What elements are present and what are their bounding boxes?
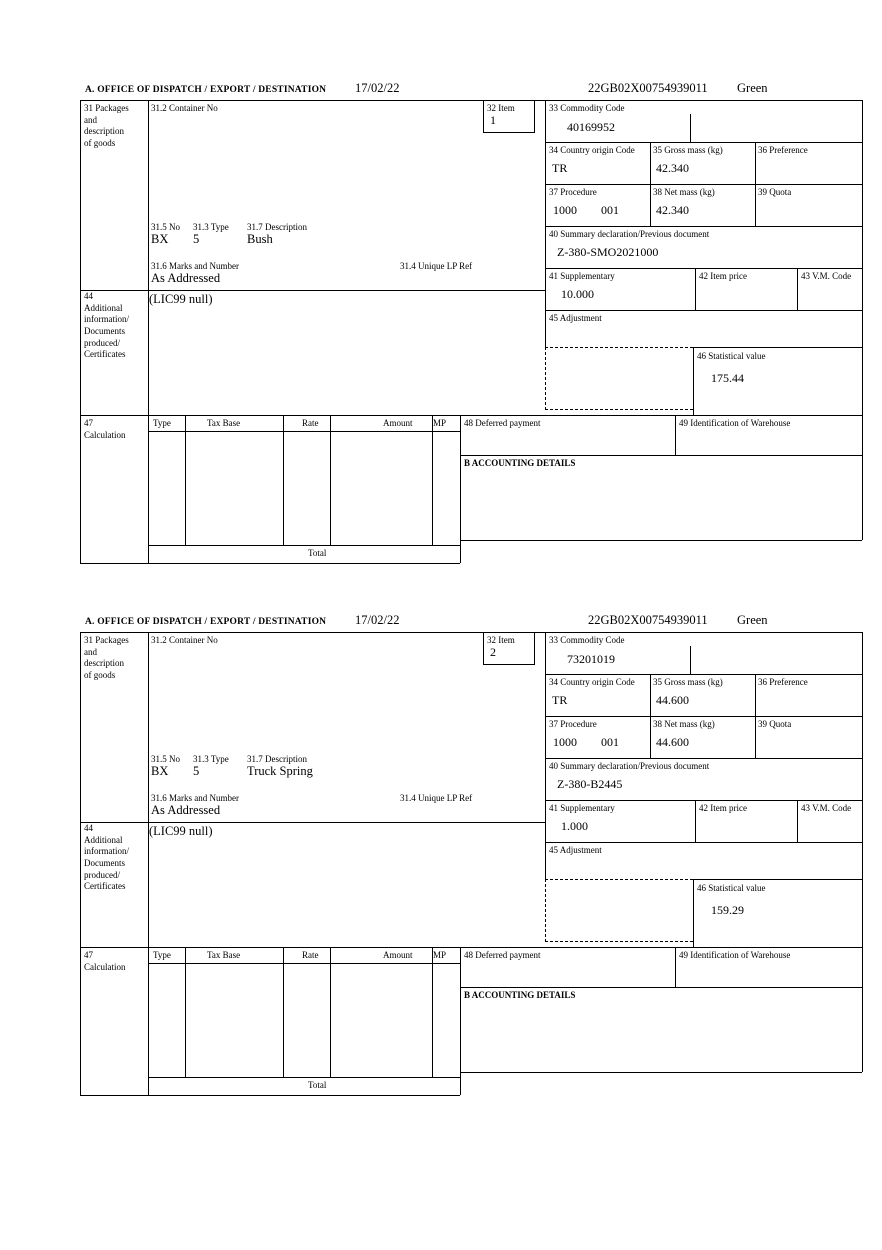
box31-label-line: of goods xyxy=(84,138,116,149)
tax-col-divider-4 xyxy=(432,947,433,1077)
col-divider-42-43 xyxy=(797,268,798,310)
procedure-code-value: 1000 xyxy=(553,203,577,217)
commodity-code-value: 73201019 xyxy=(567,652,615,666)
item-number-value: 2 xyxy=(490,645,496,659)
routing-status: Green xyxy=(737,613,768,627)
declaration-date: 17/02/22 xyxy=(355,81,400,95)
box39-quota-label: 39 Quota xyxy=(758,719,792,729)
package-no-value: BX xyxy=(151,232,169,246)
statistical-value: 159.29 xyxy=(711,903,744,917)
col-divider-41-42 xyxy=(695,268,696,310)
office-of-dispatch-label: A. OFFICE OF DISPATCH / EXPORT / DESTINATION xyxy=(85,617,327,627)
row-divider-under-34 xyxy=(545,184,862,185)
box31-label xyxy=(84,635,129,682)
tax-header-underline xyxy=(148,431,460,432)
package-no-value: BX xyxy=(151,764,169,778)
col-divider-35-36 xyxy=(755,142,756,226)
box44-label-line: Additional xyxy=(84,302,123,313)
box31-label-line: description xyxy=(84,126,124,137)
accounting-bottom-line xyxy=(460,1072,862,1073)
box45-adjustment-label: 45 Adjustment xyxy=(549,845,602,855)
declaration-reference: 22GB02X00754939011 xyxy=(588,81,708,95)
gross-mass-value: 44.600 xyxy=(656,693,689,707)
row-divider-under-40 xyxy=(545,800,862,801)
box45-adjustment-label: 45 Adjustment xyxy=(549,313,602,323)
supplementary-units-value: 1.000 xyxy=(561,819,588,833)
box46-statistical-label: 46 Statistical value xyxy=(697,883,766,893)
procedure-code-value: 1000 xyxy=(553,735,577,749)
tax-col-divider-1 xyxy=(185,415,186,545)
row-divider-under-48 xyxy=(460,987,862,988)
box44-label-line: Certificates xyxy=(84,349,126,360)
box42-item-price-label: 42 Item price xyxy=(699,271,747,281)
tax-table-bottom-line xyxy=(80,563,460,564)
box46-left-line xyxy=(693,347,694,415)
package-type-value: 5 xyxy=(193,764,200,778)
box47-label-line: Calculation xyxy=(84,429,126,440)
box31-7-description-label: 31.7 Description xyxy=(247,222,307,232)
box31-box44-divider xyxy=(80,822,545,823)
col-divider-42-43 xyxy=(797,800,798,842)
row-divider-under-41 xyxy=(545,310,862,311)
box49-warehouse-label: 49 Identification of Warehouse xyxy=(679,418,791,428)
adjustment-dashed-area xyxy=(545,347,693,410)
adjustment-dashed-area xyxy=(545,879,693,942)
total-label: Total xyxy=(308,1080,327,1090)
border-top-line xyxy=(80,100,862,101)
summary-declaration-value: Z-380-B2445 xyxy=(557,777,623,791)
box43-vm-code-label: 43 V.M. Code xyxy=(801,803,852,813)
row-divider-under-37 xyxy=(545,226,862,227)
country-origin-value: TR xyxy=(552,693,568,707)
border-top-line xyxy=(80,632,862,633)
tax-type-header: Type xyxy=(153,418,171,428)
total-row-separator xyxy=(148,545,460,546)
declaration-date: 17/02/22 xyxy=(355,613,400,627)
calculation-row-top-line xyxy=(80,947,862,948)
col-divider-34-35 xyxy=(650,674,651,758)
box44-label-line: Certificates xyxy=(84,881,126,892)
procedure-code-extra-value: 001 xyxy=(601,203,619,217)
declaration-item-block xyxy=(80,80,863,585)
tax-col-divider-4 xyxy=(432,415,433,545)
tax-type-header: Type xyxy=(153,950,171,960)
box31-3-type-label: 31.3 Type xyxy=(193,222,229,232)
box31-label-line: 31 Packages xyxy=(84,103,129,113)
box47-label-line: 47 xyxy=(84,418,93,428)
goods-description-value: Bush xyxy=(247,232,273,246)
box33-commodity-label: 33 Commodity Code xyxy=(549,103,625,113)
tax-rate-header: Rate xyxy=(302,950,319,960)
box48-deferred-label: 48 Deferred payment xyxy=(464,418,541,428)
border-right-line xyxy=(862,100,863,540)
statistical-value: 175.44 xyxy=(711,371,744,385)
box44-label-line: 44 xyxy=(84,823,93,833)
box31-3-type-label: 31.3 Type xyxy=(193,754,229,764)
office-of-dispatch-label: A. OFFICE OF DISPATCH / EXPORT / DESTINATION xyxy=(85,85,327,95)
box42-item-price-label: 42 Item price xyxy=(699,803,747,813)
box35-gross-mass-label: 35 Gross mass (kg) xyxy=(653,145,723,155)
tax-col-divider-3 xyxy=(330,415,331,545)
box31-6-marks-label: 31.6 Marks and Number xyxy=(151,261,239,271)
box46-top-line xyxy=(693,347,862,348)
tax-col-divider-1 xyxy=(185,947,186,1077)
tax-amount-header: Amount xyxy=(383,950,413,960)
box44-label xyxy=(84,291,129,361)
box32-item-label: 32 Item xyxy=(487,635,515,645)
goods-description-value: Truck Spring xyxy=(247,764,313,778)
box44-label-line: Additional xyxy=(84,834,123,845)
box40-summary-label: 40 Summary declaration/Previous document xyxy=(549,229,710,239)
box46-statistical-label: 46 Statistical value xyxy=(697,351,766,361)
border-left-line xyxy=(80,100,81,563)
box43-vm-code-label: 43 V.M. Code xyxy=(801,271,852,281)
country-origin-value: TR xyxy=(552,161,568,175)
box44-label-line: produced/ xyxy=(84,337,120,348)
box37-procedure-label: 37 Procedure xyxy=(549,719,597,729)
tax-col-divider-2 xyxy=(283,947,284,1077)
routing-status: Green xyxy=(737,81,768,95)
box38-net-mass-label: 38 Net mass (kg) xyxy=(653,187,715,197)
tax-table-bottom-line xyxy=(80,1095,460,1096)
supplementary-units-value: 10.000 xyxy=(561,287,594,301)
additional-info-value: (LIC99 null) xyxy=(149,824,213,838)
tax-header-underline xyxy=(148,963,460,964)
box47-label-line: 47 xyxy=(84,950,93,960)
box31-5-no-label: 31.5 No xyxy=(151,222,180,232)
tax-rate-header: Rate xyxy=(302,418,319,428)
box35-gross-mass-label: 35 Gross mass (kg) xyxy=(653,677,723,687)
box32-item-label: 32 Item xyxy=(487,103,515,113)
box31-box44-divider xyxy=(80,290,545,291)
additional-info-value: (LIC99 null) xyxy=(149,292,213,306)
label-column-divider xyxy=(148,632,149,1095)
summary-declaration-value: Z-380-SMO2021000 xyxy=(557,245,659,259)
accounting-details-label: B ACCOUNTING DETAILS xyxy=(464,458,576,468)
box47-label-line: Calculation xyxy=(84,961,126,972)
tax-col-divider-2 xyxy=(283,415,284,545)
marks-value: As Addressed xyxy=(151,271,221,285)
col-divider-41-42 xyxy=(695,800,696,842)
box41-supplementary-label: 41 Supplementary xyxy=(549,803,615,813)
box31-6-marks-label: 31.6 Marks and Number xyxy=(151,793,239,803)
box49-warehouse-label: 49 Identification of Warehouse xyxy=(679,950,791,960)
commodity-code-tick xyxy=(690,114,691,142)
box47-label xyxy=(84,950,126,973)
box31-4-lp-ref-label: 31.4 Unique LP Ref xyxy=(400,261,473,271)
box31-2-container-label: 31.2 Container No xyxy=(151,635,218,645)
box38-net-mass-label: 38 Net mass (kg) xyxy=(653,719,715,729)
col-divider-35-36 xyxy=(755,674,756,758)
box31-label xyxy=(84,103,129,150)
box36-preference-label: 36 Preference xyxy=(758,677,808,687)
tax-mp-header: MP xyxy=(433,418,447,428)
row-divider-under-40 xyxy=(545,268,862,269)
col-divider-48-49 xyxy=(675,415,676,455)
box46-top-line xyxy=(693,879,862,880)
marks-value: As Addressed xyxy=(151,803,221,817)
box39-quota-label: 39 Quota xyxy=(758,187,792,197)
row-divider-under-33 xyxy=(545,142,862,143)
box46-left-line xyxy=(693,879,694,947)
box31-4-lp-ref-label: 31.4 Unique LP Ref xyxy=(400,793,473,803)
col-divider-34-35 xyxy=(650,142,651,226)
border-left-line xyxy=(80,632,81,1095)
declaration-item-block xyxy=(80,612,863,1117)
calculation-row-top-line xyxy=(80,415,862,416)
box31-label-line: 31 Packages xyxy=(84,635,129,645)
total-row-separator xyxy=(148,1077,460,1078)
col-divider-48-49 xyxy=(675,947,676,987)
tax-amount-header: Amount xyxy=(383,418,413,428)
tax-mp-header: MP xyxy=(433,950,447,960)
box47-label xyxy=(84,418,126,441)
label-column-divider xyxy=(148,100,149,563)
package-type-value: 5 xyxy=(193,232,200,246)
box31-label-line: of goods xyxy=(84,670,116,681)
box44-label xyxy=(84,823,129,893)
box41-supplementary-label: 41 Supplementary xyxy=(549,271,615,281)
row-divider-under-48 xyxy=(460,455,862,456)
procedure-code-extra-value: 001 xyxy=(601,735,619,749)
net-mass-value: 42.340 xyxy=(656,203,689,217)
box37-procedure-label: 37 Procedure xyxy=(549,187,597,197)
row-divider-under-33 xyxy=(545,674,862,675)
row-divider-under-34 xyxy=(545,716,862,717)
box31-label-line: and xyxy=(84,646,97,657)
box31-label-line: description xyxy=(84,658,124,669)
box44-label-line: information/ xyxy=(84,314,129,325)
gross-mass-value: 42.340 xyxy=(656,161,689,175)
box31-label-line: and xyxy=(84,114,97,125)
box40-summary-label: 40 Summary declaration/Previous document xyxy=(549,761,710,771)
commodity-code-tick xyxy=(690,646,691,674)
box44-label-line: Documents xyxy=(84,858,125,869)
net-mass-value: 44.600 xyxy=(656,735,689,749)
box44-label-line: Documents xyxy=(84,326,125,337)
box34-country-label: 34 Country origin Code xyxy=(549,677,635,687)
declaration-reference: 22GB02X00754939011 xyxy=(588,613,708,627)
border-right-line xyxy=(862,632,863,1072)
box44-label-line: 44 xyxy=(84,291,93,301)
box44-label-line: information/ xyxy=(84,846,129,857)
tax-base-header: Tax Base xyxy=(207,950,241,960)
box34-country-label: 34 Country origin Code xyxy=(549,145,635,155)
box48-deferred-label: 48 Deferred payment xyxy=(464,950,541,960)
item-number-value: 1 xyxy=(490,113,496,127)
box31-7-description-label: 31.7 Description xyxy=(247,754,307,764)
box31-5-no-label: 31.5 No xyxy=(151,754,180,764)
box44-label-line: produced/ xyxy=(84,869,120,880)
row-divider-under-37 xyxy=(545,758,862,759)
row-divider-under-41 xyxy=(545,842,862,843)
accounting-details-label: B ACCOUNTING DETAILS xyxy=(464,990,576,1000)
box31-2-container-label: 31.2 Container No xyxy=(151,103,218,113)
commodity-code-value: 40169952 xyxy=(567,120,615,134)
box36-preference-label: 36 Preference xyxy=(758,145,808,155)
accounting-bottom-line xyxy=(460,540,862,541)
total-label: Total xyxy=(308,548,327,558)
tax-base-header: Tax Base xyxy=(207,418,241,428)
tax-col-divider-3 xyxy=(330,947,331,1077)
box33-commodity-label: 33 Commodity Code xyxy=(549,635,625,645)
